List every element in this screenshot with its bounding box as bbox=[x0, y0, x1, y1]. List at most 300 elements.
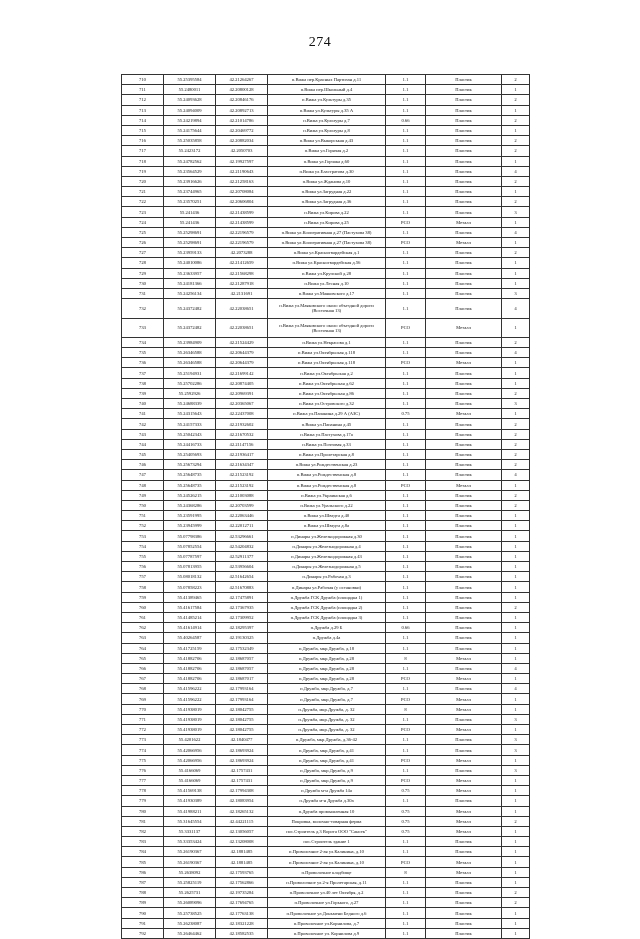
count-cell: 4 bbox=[502, 663, 530, 673]
address-cell: п.Дружба м-н Дружба 14а bbox=[268, 786, 386, 796]
material-cell: Пластик bbox=[426, 877, 502, 887]
volume-cell: 1.1 bbox=[386, 663, 426, 673]
count-cell: 2 bbox=[502, 95, 530, 105]
table-row bbox=[122, 318, 530, 337]
latitude-cell: 55.25042343 bbox=[164, 429, 216, 439]
address-cell: п.Дружба д.4а bbox=[268, 633, 386, 643]
count-cell: 2 bbox=[502, 419, 530, 429]
volume-cell: 0.75 bbox=[386, 786, 426, 796]
longitude-cell: 42.21264267 bbox=[216, 75, 268, 85]
material-cell: Пластик bbox=[426, 348, 502, 358]
longitude-cell: 42.17367935 bbox=[216, 602, 268, 612]
material-cell: Металл bbox=[426, 786, 502, 796]
material-cell: Металл bbox=[426, 806, 502, 816]
latitude-cell: 55.24315643 bbox=[164, 409, 216, 419]
volume-cell: 1.1 bbox=[386, 582, 426, 592]
material-cell: Пластик bbox=[426, 449, 502, 459]
material-cell: Металл bbox=[426, 653, 502, 663]
row-number-cell: 788 bbox=[122, 888, 164, 898]
longitude-cell: 42.51670883 bbox=[216, 582, 268, 592]
volume-cell: 1.1 bbox=[386, 439, 426, 449]
table-row bbox=[122, 541, 530, 551]
longitude-cell: 42.20644379 bbox=[216, 358, 268, 368]
longitude-cell: 42.17309952 bbox=[216, 612, 268, 622]
longitude-cell: 42.17994308 bbox=[216, 786, 268, 796]
table-row bbox=[122, 806, 530, 816]
material-cell: Металл bbox=[426, 857, 502, 867]
address-cell: п.Проволочное кладбище bbox=[268, 867, 386, 877]
address-cell: п.Вижа ул.Октябрьская д.2 bbox=[268, 368, 386, 378]
material-cell: Пластик bbox=[426, 85, 502, 95]
address-cell: п.Вижа ул.Горячая д.2 bbox=[268, 146, 386, 156]
row-number-cell: 734 bbox=[122, 337, 164, 347]
volume-cell: РСО bbox=[386, 857, 426, 867]
longitude-cell: 42.20846176 bbox=[216, 95, 268, 105]
volume-cell: 1.1 bbox=[386, 888, 426, 898]
table-row bbox=[122, 714, 530, 724]
row-number-cell: 722 bbox=[122, 197, 164, 207]
latitude-cell: 55.24010086 bbox=[164, 258, 216, 268]
row-number-cell: 768 bbox=[122, 684, 164, 694]
material-cell: Пластик bbox=[426, 582, 502, 592]
latitude-cell: 55.26238087 bbox=[164, 918, 216, 928]
volume-cell: РСО bbox=[386, 755, 426, 765]
address-cell: п.Вижа ул.Кирова д.22 bbox=[268, 207, 386, 217]
table-row bbox=[122, 439, 530, 449]
longitude-cell: 42.22038651 bbox=[216, 318, 268, 337]
latitude-cell: 55.26089096 bbox=[164, 898, 216, 908]
address-cell: п.Проволочное ул. Корнилова д.9 bbox=[268, 928, 386, 938]
count-cell: 2 bbox=[502, 602, 530, 612]
row-number-cell: 731 bbox=[122, 288, 164, 298]
address-cell: п.Дружба ГСК Дружба (площадка 3) bbox=[268, 612, 386, 622]
row-number-cell: 778 bbox=[122, 786, 164, 796]
address-cell: п.Дружба, мкр.Дружба, д.7 bbox=[268, 684, 386, 694]
address-cell: п.Дружба, мкр.Дружба, д. 32 bbox=[268, 714, 386, 724]
material-cell: Пластик bbox=[426, 278, 502, 288]
table-row bbox=[122, 75, 530, 85]
latitude-cell: 55.24094009 bbox=[164, 105, 216, 115]
longitude-cell: 42.1881485 bbox=[216, 847, 268, 857]
row-number-cell: 763 bbox=[122, 633, 164, 643]
longitude-cell: 42.21932602 bbox=[216, 419, 268, 429]
count-cell: 1 bbox=[502, 623, 530, 633]
count-cell: 1 bbox=[502, 867, 530, 877]
material-cell: Пластик bbox=[426, 136, 502, 146]
latitude-cell: 55.241436 bbox=[164, 207, 216, 217]
latitude-cell: 55.07813955 bbox=[164, 562, 216, 572]
count-cell: 2 bbox=[502, 146, 530, 156]
material-cell: Пластик bbox=[426, 470, 502, 480]
longitude-cell: 42.20874405 bbox=[216, 378, 268, 388]
latitude-cell: 55.41882706 bbox=[164, 674, 216, 684]
address-cell: п.Дружба, мкр.Дружба, д.36-42 bbox=[268, 735, 386, 745]
material-cell: Пластик bbox=[426, 105, 502, 115]
count-cell: 1 bbox=[502, 612, 530, 622]
longitude-cell: 42.21670532 bbox=[216, 429, 268, 439]
table-row bbox=[122, 470, 530, 480]
table-row bbox=[122, 176, 530, 186]
latitude-cell: 55.41882706 bbox=[164, 663, 216, 673]
volume-cell: 1.1 bbox=[386, 602, 426, 612]
count-cell: 1 bbox=[502, 521, 530, 531]
material-cell: Пластик bbox=[426, 399, 502, 409]
longitude-cell: 42.21634347 bbox=[216, 460, 268, 470]
address-cell: п.Вижа ул.Крупской д.28 bbox=[268, 268, 386, 278]
latitude-cell: 55.25648735 bbox=[164, 470, 216, 480]
material-cell: Пластик bbox=[426, 268, 502, 278]
row-number-cell: 772 bbox=[122, 725, 164, 735]
volume-cell: 1.1 bbox=[386, 368, 426, 378]
row-number-cell: 760 bbox=[122, 602, 164, 612]
latitude-cell: 55.23945999 bbox=[164, 521, 216, 531]
volume-cell: РСО bbox=[386, 775, 426, 785]
address-cell: п.Динары ул.Рабочая (у остановки) bbox=[268, 582, 386, 592]
longitude-cell: 42.19927597 bbox=[216, 156, 268, 166]
latitude-cell: 55.25648735 bbox=[164, 480, 216, 490]
volume-cell: 0.75 bbox=[386, 826, 426, 836]
longitude-cell: 42.18042755 bbox=[216, 704, 268, 714]
row-number-cell: 742 bbox=[122, 419, 164, 429]
latitude-cell: 55.25298691 bbox=[164, 238, 216, 248]
material-cell: Пластик bbox=[426, 248, 502, 258]
longitude-cell: 42.18693924 bbox=[216, 745, 268, 755]
volume-cell: 1.1 bbox=[386, 531, 426, 541]
longitude-cell: 42.20606804 bbox=[216, 197, 268, 207]
latitude-cell: 55.23633957 bbox=[164, 268, 216, 278]
count-cell: 1 bbox=[502, 268, 530, 278]
row-number-cell: 750 bbox=[122, 500, 164, 510]
material-cell: Пластик bbox=[426, 633, 502, 643]
table-row bbox=[122, 755, 530, 765]
latitude-cell: 55.24157333 bbox=[164, 419, 216, 429]
count-cell: 1 bbox=[502, 775, 530, 785]
count-cell: 1 bbox=[502, 592, 530, 602]
latitude-cell: 55.23959133 bbox=[164, 248, 216, 258]
table-row bbox=[122, 653, 530, 663]
longitude-cell: 42.2073288 bbox=[216, 248, 268, 258]
count-cell: 1 bbox=[502, 217, 530, 227]
volume-cell: 1.1 bbox=[386, 745, 426, 755]
table-row bbox=[122, 511, 530, 521]
row-number-cell: 759 bbox=[122, 592, 164, 602]
latitude-cell: 55.41725159 bbox=[164, 643, 216, 653]
address-cell: п.Вижа ул.Маяковского около объездной дороги (Восточная 13) bbox=[268, 299, 386, 318]
material-cell: Пластик bbox=[426, 368, 502, 378]
count-cell: 1 bbox=[502, 837, 530, 847]
longitude-cell: 42.20365067 bbox=[216, 399, 268, 409]
address-cell: п.Вижа ул.Маяковского д.17 bbox=[268, 288, 386, 298]
count-cell: 1 bbox=[502, 187, 530, 197]
row-number-cell: 727 bbox=[122, 248, 164, 258]
table-row bbox=[122, 95, 530, 105]
count-cell: 1 bbox=[502, 318, 530, 337]
material-cell: Металл bbox=[426, 816, 502, 826]
address-cell: п.Дружба, мкр.Дружба, д.41 bbox=[268, 755, 386, 765]
address-cell: п.Вижа ул.Островского д.32 bbox=[268, 399, 386, 409]
longitude-cell: 42.18295397 bbox=[216, 623, 268, 633]
latitude-cell: 55.25298691 bbox=[164, 227, 216, 237]
table-row bbox=[122, 816, 530, 826]
latitude-cell: 55.26346588 bbox=[164, 348, 216, 358]
volume-cell: 1.1 bbox=[386, 95, 426, 105]
material-cell: Пластик bbox=[426, 602, 502, 612]
address-cell: п.Проволочное 2-ая ул.Калинина, д.10 bbox=[268, 857, 386, 867]
address-cell: п.Вижа ул.Рождественская д.23 bbox=[268, 460, 386, 470]
address-cell: пос.Строитель здание 1 bbox=[268, 837, 386, 847]
latitude-cell: 55.24372482 bbox=[164, 318, 216, 337]
table-row bbox=[122, 299, 530, 318]
longitude-cell: 42.44221115 bbox=[216, 816, 268, 826]
row-number-cell: 782 bbox=[122, 826, 164, 836]
volume-cell: 1.1 bbox=[386, 337, 426, 347]
row-number-cell: 769 bbox=[122, 694, 164, 704]
longitude-cell: 42.52911377 bbox=[216, 551, 268, 561]
row-number-cell: 785 bbox=[122, 857, 164, 867]
table-row bbox=[122, 368, 530, 378]
address-cell: п.Вижа пер.Красных Партизан д.11 bbox=[268, 75, 386, 85]
longitude-cell: 42.20800128 bbox=[216, 85, 268, 95]
latitude-cell: 55.07852554 bbox=[164, 541, 216, 551]
address-cell: пос.Строитель д.3 Ворота ООО "Сансек" bbox=[268, 826, 386, 836]
material-cell: Пластик bbox=[426, 125, 502, 135]
count-cell: 1 bbox=[502, 105, 530, 115]
longitude-cell: 42.1881485 bbox=[216, 857, 268, 867]
address-cell: п.Вижа ул.Уральского д.22 bbox=[268, 500, 386, 510]
address-cell: п.Вижа ул.Маяковского около объездной дороги (Восточная 13) bbox=[268, 318, 386, 337]
count-cell: 2 bbox=[502, 898, 530, 908]
volume-cell: РСО bbox=[386, 238, 426, 248]
material-cell: Пластик bbox=[426, 197, 502, 207]
material-cell: Металл bbox=[426, 217, 502, 227]
volume-cell: 1.1 bbox=[386, 633, 426, 643]
longitude-cell: 42.18321228 bbox=[216, 918, 268, 928]
row-number-cell: 743 bbox=[122, 429, 164, 439]
longitude-cell: 42.19735284 bbox=[216, 888, 268, 898]
latitude-cell: 55.25035858 bbox=[164, 136, 216, 146]
row-number-cell: 721 bbox=[122, 187, 164, 197]
volume-cell: 1.1 bbox=[386, 928, 426, 938]
longitude-cell: 42.19130325 bbox=[216, 633, 268, 643]
material-cell: Пластик bbox=[426, 95, 502, 105]
address-cell: п.Вижа ул.Папанина д.45 bbox=[268, 419, 386, 429]
table-row bbox=[122, 562, 530, 572]
longitude-cell: 42.17532349 bbox=[216, 643, 268, 653]
volume-cell: 1.1 bbox=[386, 796, 426, 806]
volume-cell: 1.1 bbox=[386, 207, 426, 217]
address-cell: п.Проволочное ул.Корнилова, д.7 bbox=[268, 918, 386, 928]
table-row bbox=[122, 572, 530, 582]
volume-cell: 1.1 bbox=[386, 166, 426, 176]
material-cell: Пластик bbox=[426, 227, 502, 237]
longitude-cell: 42.1840477 bbox=[216, 735, 268, 745]
count-cell: 1 bbox=[502, 368, 530, 378]
address-cell: п.Динары ул.Железнодорожная д.5 bbox=[268, 562, 386, 572]
material-cell: Пластик bbox=[426, 908, 502, 918]
material-cell: Пластик bbox=[426, 541, 502, 551]
row-number-cell: 777 bbox=[122, 775, 164, 785]
material-cell: Пластик bbox=[426, 531, 502, 541]
material-cell: Пластик bbox=[426, 521, 502, 531]
material-cell: Пластик bbox=[426, 562, 502, 572]
latitude-cell: 55.25738525 bbox=[164, 908, 216, 918]
address-cell: п.Динары ул.Железнодорожная д.4 bbox=[268, 541, 386, 551]
table-row bbox=[122, 582, 530, 592]
volume-cell: 1.1 bbox=[386, 643, 426, 653]
table-row bbox=[122, 531, 530, 541]
address-cell: п.Вижа ул.Пастухова д.17а bbox=[268, 429, 386, 439]
material-cell: Металл bbox=[426, 867, 502, 877]
table-row bbox=[122, 105, 530, 115]
row-number-cell: 715 bbox=[122, 125, 164, 135]
material-cell: Металл bbox=[426, 238, 502, 248]
table-row bbox=[122, 388, 530, 398]
table-row bbox=[122, 633, 530, 643]
volume-cell: 0.66 bbox=[386, 623, 426, 633]
latitude-cell: 55.23570251 bbox=[164, 197, 216, 207]
address-cell: п.Вижа ул.Шведта д.8а bbox=[268, 521, 386, 531]
longitude-cell: 42.17763138 bbox=[216, 908, 268, 918]
count-cell: 1 bbox=[502, 694, 530, 704]
material-cell: Металл bbox=[426, 318, 502, 337]
count-cell: 3 bbox=[502, 735, 530, 745]
table-row bbox=[122, 449, 530, 459]
row-number-cell: 717 bbox=[122, 146, 164, 156]
material-cell: Пластик bbox=[426, 299, 502, 318]
count-cell: 3 bbox=[502, 399, 530, 409]
latitude-cell: 55.26346588 bbox=[164, 358, 216, 368]
material-cell: Пластик bbox=[426, 146, 502, 156]
longitude-cell: 42.2131691 bbox=[216, 288, 268, 298]
latitude-cell: 55.41882706 bbox=[164, 653, 216, 663]
volume-cell: 1.1 bbox=[386, 176, 426, 186]
row-number-cell: 739 bbox=[122, 388, 164, 398]
latitude-cell: 55.25825119 bbox=[164, 877, 216, 887]
material-cell: Пластик bbox=[426, 378, 502, 388]
longitude-cell: 42.22196579 bbox=[216, 227, 268, 237]
material-cell: Пластик bbox=[426, 460, 502, 470]
address-cell: п.Вижа ул.Красногвардейская д.56 bbox=[268, 258, 386, 268]
table-row bbox=[122, 725, 530, 735]
row-number-cell: 765 bbox=[122, 653, 164, 663]
count-cell: 4 bbox=[502, 227, 530, 237]
table-row bbox=[122, 125, 530, 135]
count-cell: 1 bbox=[502, 511, 530, 521]
volume-cell: 1.1 bbox=[386, 684, 426, 694]
address-cell: Покровка, молочно-товарная ферма bbox=[268, 816, 386, 826]
address-cell: п.Вижа ул.Октябрьская д.118 bbox=[268, 358, 386, 368]
table-row bbox=[122, 480, 530, 490]
volume-cell: 1.1 bbox=[386, 146, 426, 156]
count-cell: 3 bbox=[502, 765, 530, 775]
longitude-cell: 42.20644379 bbox=[216, 348, 268, 358]
volume-cell: 1.1 bbox=[386, 156, 426, 166]
address-cell: п.Дружба, мкр.Дружба, д.18 bbox=[268, 643, 386, 653]
material-cell: Пластик bbox=[426, 745, 502, 755]
count-cell: 1 bbox=[502, 755, 530, 765]
volume-cell: 0.66 bbox=[386, 115, 426, 125]
table-row bbox=[122, 258, 530, 268]
longitude-cell: 42.18693924 bbox=[216, 755, 268, 765]
row-number-cell: 756 bbox=[122, 562, 164, 572]
count-cell: 2 bbox=[502, 449, 530, 459]
latitude-cell: 55.26190367 bbox=[164, 847, 216, 857]
material-cell: Пластик bbox=[426, 511, 502, 521]
table-row bbox=[122, 796, 530, 806]
address-cell: п.Дружба, мкр.Дружба, д.28 bbox=[268, 674, 386, 684]
table-row bbox=[122, 674, 530, 684]
latitude-cell: 55.41596222 bbox=[164, 684, 216, 694]
longitude-cell: 42.1757431 bbox=[216, 765, 268, 775]
count-cell: 2 bbox=[502, 888, 530, 898]
volume-cell: 1.1 bbox=[386, 278, 426, 288]
material-cell: Пластик bbox=[426, 500, 502, 510]
volume-cell: 1.1 bbox=[386, 470, 426, 480]
count-cell: 1 bbox=[502, 409, 530, 419]
longitude-cell: 42.21524429 bbox=[216, 337, 268, 347]
table-row bbox=[122, 460, 530, 470]
volume-cell: 1.1 bbox=[386, 847, 426, 857]
address-cell: п.Вижа ул.Рождественская д.8 bbox=[268, 480, 386, 490]
longitude-cell: 42.2050703 bbox=[216, 146, 268, 156]
longitude-cell: 42.21190643 bbox=[216, 166, 268, 176]
latitude-cell: 55.41569138 bbox=[164, 786, 216, 796]
longitude-cell: 42.21438599 bbox=[216, 207, 268, 217]
volume-cell: 1.1 bbox=[386, 197, 426, 207]
table-row bbox=[122, 378, 530, 388]
row-number-cell: 787 bbox=[122, 877, 164, 887]
row-number-cell: 784 bbox=[122, 847, 164, 857]
volume-cell: 1.1 bbox=[386, 125, 426, 135]
row-number-cell: 761 bbox=[122, 612, 164, 622]
longitude-cell: 42.20703599 bbox=[216, 500, 268, 510]
latitude-cell: 55.2592926 bbox=[164, 388, 216, 398]
volume-cell: 1.1 bbox=[386, 541, 426, 551]
count-cell: 1 bbox=[502, 551, 530, 561]
table-row bbox=[122, 551, 530, 561]
address-cell: п.Вижа ул.Шведта д.40 bbox=[268, 511, 386, 521]
table-row bbox=[122, 278, 530, 288]
count-cell: 1 bbox=[502, 572, 530, 582]
row-number-cell: 751 bbox=[122, 511, 164, 521]
material-cell: Пластик bbox=[426, 166, 502, 176]
table-row bbox=[122, 197, 530, 207]
volume-cell: 1.1 bbox=[386, 592, 426, 602]
material-cell: Металл bbox=[426, 674, 502, 684]
longitude-cell: 42.1757431 bbox=[216, 775, 268, 785]
table-row bbox=[122, 643, 530, 653]
longitude-cell: 42.22038651 bbox=[216, 299, 268, 318]
address-cell: п.Проволочное 2-ая ул.Калинина, д.10 bbox=[268, 847, 386, 857]
row-number-cell: 786 bbox=[122, 867, 164, 877]
count-cell: 2 bbox=[502, 460, 530, 470]
latitude-cell: 55.07798386 bbox=[164, 531, 216, 541]
count-cell: 1 bbox=[502, 796, 530, 806]
table-row bbox=[122, 837, 530, 847]
latitude-cell: 55.241436 bbox=[164, 217, 216, 227]
longitude-cell: 42.21287918 bbox=[216, 278, 268, 288]
count-cell: 1 bbox=[502, 704, 530, 714]
latitude-cell: 55.24368286 bbox=[164, 500, 216, 510]
table-row bbox=[122, 857, 530, 867]
volume-cell: 1.1 bbox=[386, 227, 426, 237]
latitude-cell: 55.2638092 bbox=[164, 867, 216, 877]
row-number-cell: 736 bbox=[122, 358, 164, 368]
table-row bbox=[122, 187, 530, 197]
material-cell: Металл bbox=[426, 775, 502, 785]
material-cell: Металл bbox=[426, 409, 502, 419]
latitude-cell: 55.07858223 bbox=[164, 582, 216, 592]
